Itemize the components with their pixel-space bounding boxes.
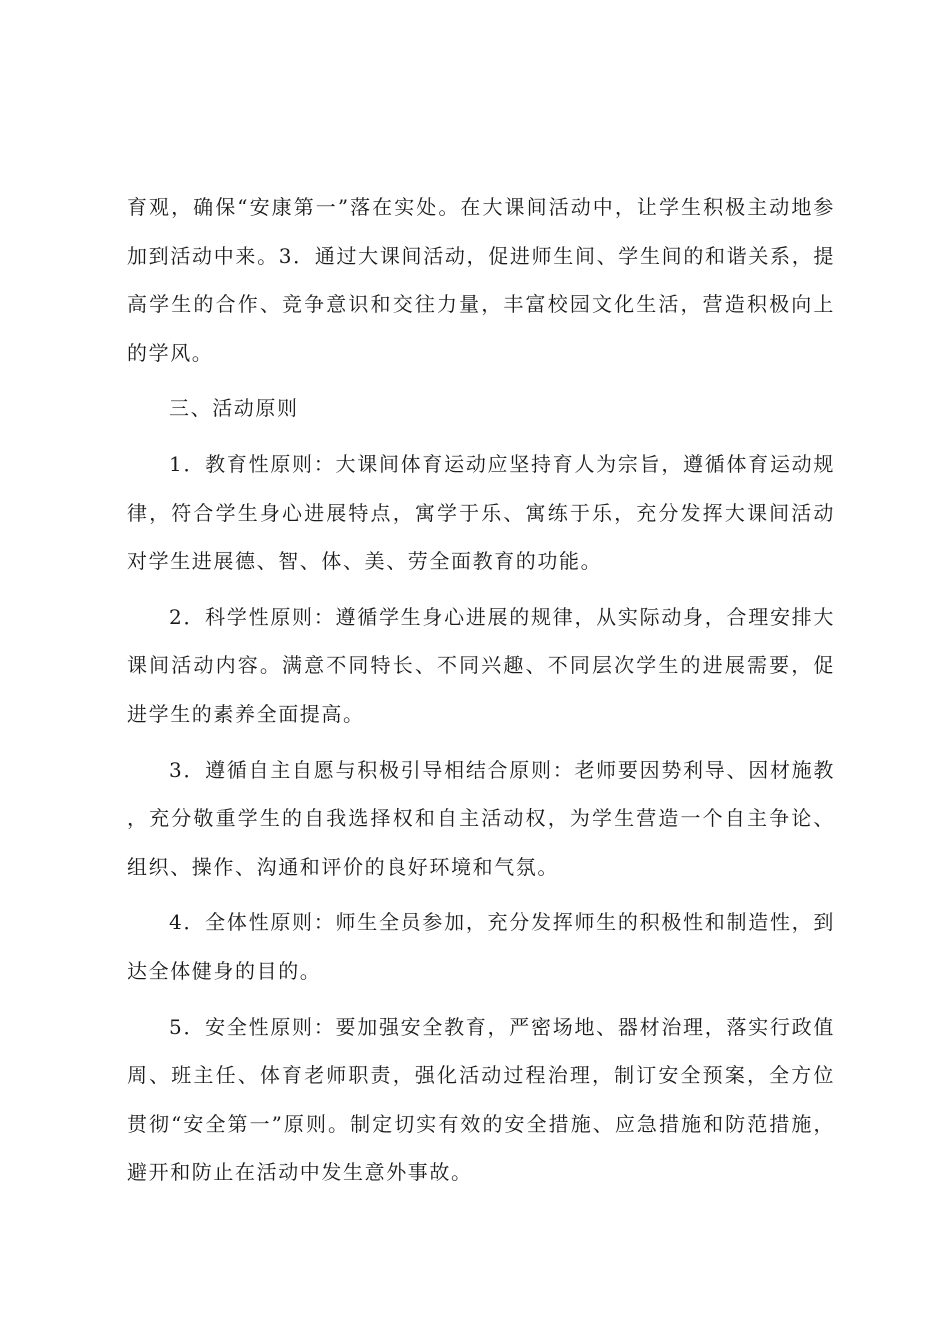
paragraph-principle-2: 2．科学性原则：遵循学生身心进展的规律，从实际动身，合理安排大课间活动内容。满意不同特长、不同兴趣、不同层次学生的进展需要，促进学生的素养全面提高。 bbox=[127, 604, 835, 726]
document-page bbox=[127, 183, 835, 1204]
paragraph-principle-1: 1．教育性原则：大课间体育运动应坚持育人为宗旨，遵循体育运动规律，符合学生身心进展特点，寓学于乐、寓练于乐，充分发挥大课间活动对学生进展德、智、体、美、劳全面教育的功能。 bbox=[127, 451, 835, 574]
section-heading-activity-principles: 三、活动原则 bbox=[169, 396, 299, 421]
paragraph-principle-3: 3．遵循自主自愿与积极引导相结合原则：老师要因势利导、因材施教，充分敬重学生的自我选择权和自主活动权，为学生营造一个自主争论、组织、操作、沟通和评价的良好环境和气氛。 bbox=[127, 757, 835, 879]
paragraph-continuation: 育观，确保“安康第一”落在实处。在大课间活动中，让学生积极主动地参加到活动中来。3．通过大课间活动，促进师生间、学生间的和谐关系，提高学生的合作、竞争意识和交往力量，丰富校园文化生活，营造积极向上的学风。 bbox=[127, 195, 835, 365]
paragraph-principle-5: 5．安全性原则：要加强安全教育，严密场地、器材治理，落实行政值周、班主任、体育老师职责，强化活动过程治理，制订安全预案，全方位贯彻“安全第一”原则。制定切实有效的安全措施、应急措施和防范措施，避开和防止在活动中发生意外事故。 bbox=[127, 1014, 835, 1185]
paragraph-principle-4: 4．全体性原则：师生全员参加，充分发挥师生的积极性和制造性，到达全体健身的目的。 bbox=[127, 910, 835, 983]
